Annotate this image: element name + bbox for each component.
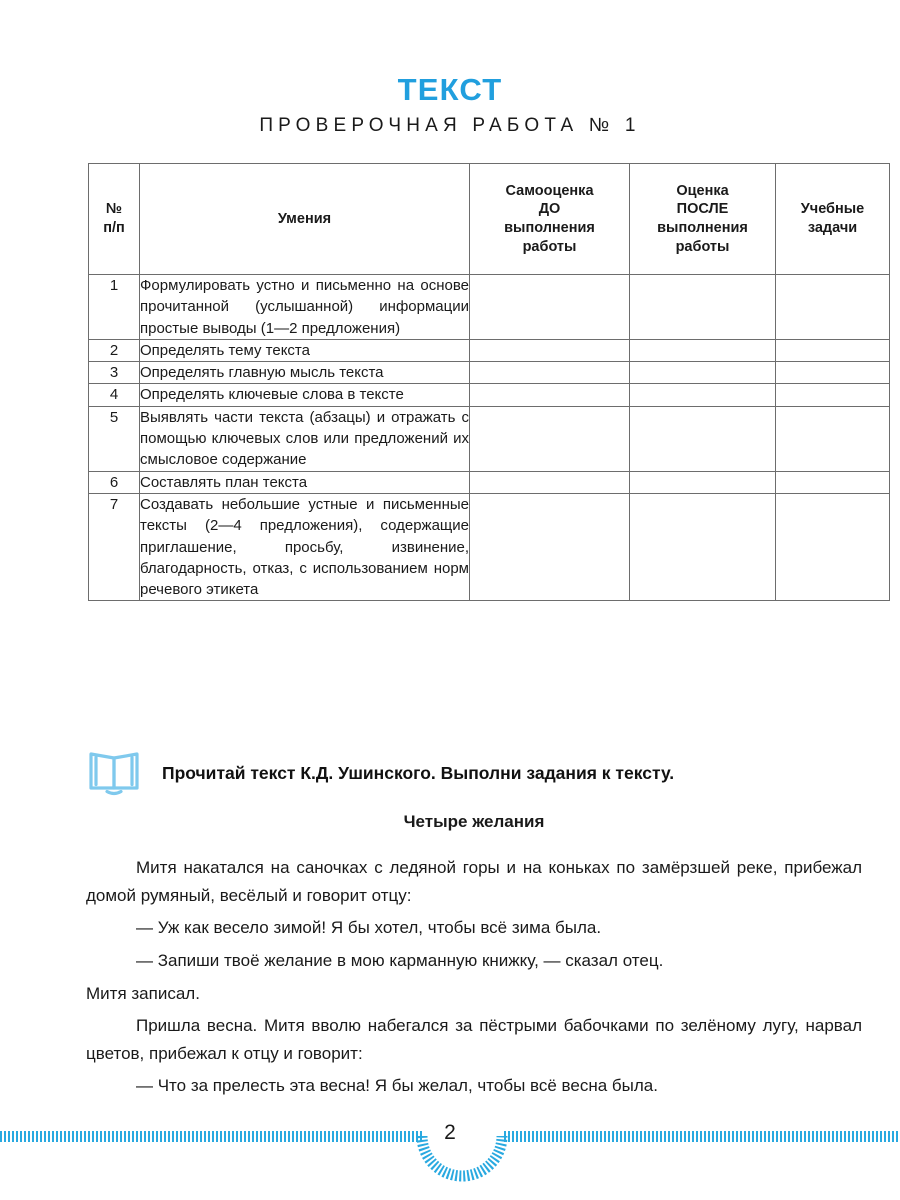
column-header-number-line2: п/п	[103, 220, 125, 236]
row-learning-tasks-cell[interactable]	[776, 339, 890, 361]
row-skill-text: Составлять план текста	[140, 471, 470, 493]
row-number: 1	[89, 275, 140, 340]
column-header-self-assessment-before	[470, 164, 630, 275]
header-after-line3: выполнения	[657, 220, 748, 236]
table-row	[89, 362, 890, 384]
page-title: ТЕКСТ	[397, 72, 503, 107]
story-block	[86, 812, 862, 1105]
table-row	[89, 275, 890, 340]
row-self-assessment-before-cell[interactable]	[470, 384, 630, 406]
row-self-assessment-before-cell[interactable]	[470, 275, 630, 340]
row-skill-text: Определять ключевые слова в тексте	[140, 384, 470, 406]
row-self-assessment-before-cell[interactable]	[470, 362, 630, 384]
header-tasks-line1: Учебные	[800, 201, 865, 218]
table-row	[89, 339, 890, 361]
story-paragraphs	[86, 854, 862, 1099]
row-self-assessment-before-cell[interactable]	[470, 406, 630, 471]
table-header-row	[89, 164, 890, 275]
table-row	[89, 384, 890, 406]
row-number: 7	[89, 493, 140, 600]
table-row	[89, 493, 890, 600]
header-before-line2: ДО	[538, 201, 561, 218]
table-body	[89, 275, 890, 601]
page-number: 2	[444, 1121, 456, 1144]
row-number: 2	[89, 339, 140, 361]
page-subtitle: ПРОВЕРОЧНАЯ РАБОТА № 1	[259, 115, 641, 136]
row-assessment-after-cell[interactable]	[630, 493, 776, 600]
table-row	[89, 406, 890, 471]
row-assessment-after-cell[interactable]	[630, 275, 776, 340]
header-before-line1: Самооценка	[505, 182, 594, 199]
row-assessment-after-cell[interactable]	[630, 362, 776, 384]
row-number: 6	[89, 471, 140, 493]
story-paragraph: Митя записал.	[86, 983, 200, 1003]
row-learning-tasks-cell[interactable]	[776, 493, 890, 600]
instruction-row	[88, 750, 860, 796]
story-title: Четыре желания	[403, 812, 545, 831]
column-header-number-line1: №	[105, 201, 123, 218]
row-number: 5	[89, 406, 140, 471]
instruction-text: Прочитай текст К.Д. Ушинского. Выполни задания к тексту.	[162, 762, 675, 783]
row-skill-text: Выявлять части текста (абзацы) и отражать с помощью ключевых слов или предложений их смысловое содержание	[140, 406, 470, 471]
row-learning-tasks-cell[interactable]	[776, 384, 890, 406]
story-paragraph: Митя накатался на саночках с ледяной горы и на коньках по замёрзшей реке, прибежал домой румяный, весёлый и говорит отцу:	[86, 858, 862, 905]
column-header-skills: Умения	[140, 164, 470, 275]
row-skill-text: Определять тему текста	[140, 339, 470, 361]
column-header-assessment-after	[630, 164, 776, 275]
column-header-number	[89, 164, 140, 275]
story-paragraph: — Запиши твоё желание в мою карманную книжку, — сказал отец.	[136, 950, 664, 970]
row-learning-tasks-cell[interactable]	[776, 406, 890, 471]
column-header-learning-tasks	[776, 164, 890, 275]
header-before-line3: выполнения	[504, 220, 595, 236]
row-self-assessment-before-cell[interactable]	[470, 493, 630, 600]
header-after-line1: Оценка	[676, 182, 729, 199]
row-skill-text: Определять главную мысль текста	[140, 362, 470, 384]
row-learning-tasks-cell[interactable]	[776, 275, 890, 340]
skills-assessment-table	[88, 163, 890, 601]
row-learning-tasks-cell[interactable]	[776, 471, 890, 493]
row-assessment-after-cell[interactable]	[630, 384, 776, 406]
header-after-line4: работы	[675, 238, 730, 255]
open-book-icon	[88, 750, 140, 796]
row-assessment-after-cell[interactable]	[630, 406, 776, 471]
row-assessment-after-cell[interactable]	[630, 339, 776, 361]
story-paragraph: — Уж как весело зимой! Я бы хотел, чтобы всё зима была.	[136, 918, 602, 938]
row-learning-tasks-cell[interactable]	[776, 362, 890, 384]
row-skill-text: Создавать небольшие устные и письменные тексты (2—4 предложения), содержащие приглашение, просьбу, извинение, благодарность, отказ, с использованием норм речевого этикета	[140, 493, 470, 600]
header-before-line4: работы	[522, 238, 577, 255]
row-skill-text: Формулировать устно и письменно на основе прочитанной (услышанной) информации простые выводы (1—2 предложения)	[140, 275, 470, 340]
row-number: 3	[89, 362, 140, 384]
story-paragraph: Пришла весна. Митя вволю набегался за пёстрыми бабочками по зелёному лугу, нарвал цветов, прибежал к отцу и говорит:	[86, 1016, 862, 1063]
story-paragraph: — Что за прелесть эта весна! Я бы желал, чтобы всё весна была.	[136, 1076, 658, 1096]
table-row	[89, 471, 890, 493]
header-tasks-line2: задачи	[807, 220, 858, 236]
table-header	[89, 164, 890, 275]
row-number: 4	[89, 384, 140, 406]
row-assessment-after-cell[interactable]	[630, 471, 776, 493]
header-after-line2: ПОСЛЕ	[676, 201, 729, 218]
row-self-assessment-before-cell[interactable]	[470, 339, 630, 361]
row-self-assessment-before-cell[interactable]	[470, 471, 630, 493]
